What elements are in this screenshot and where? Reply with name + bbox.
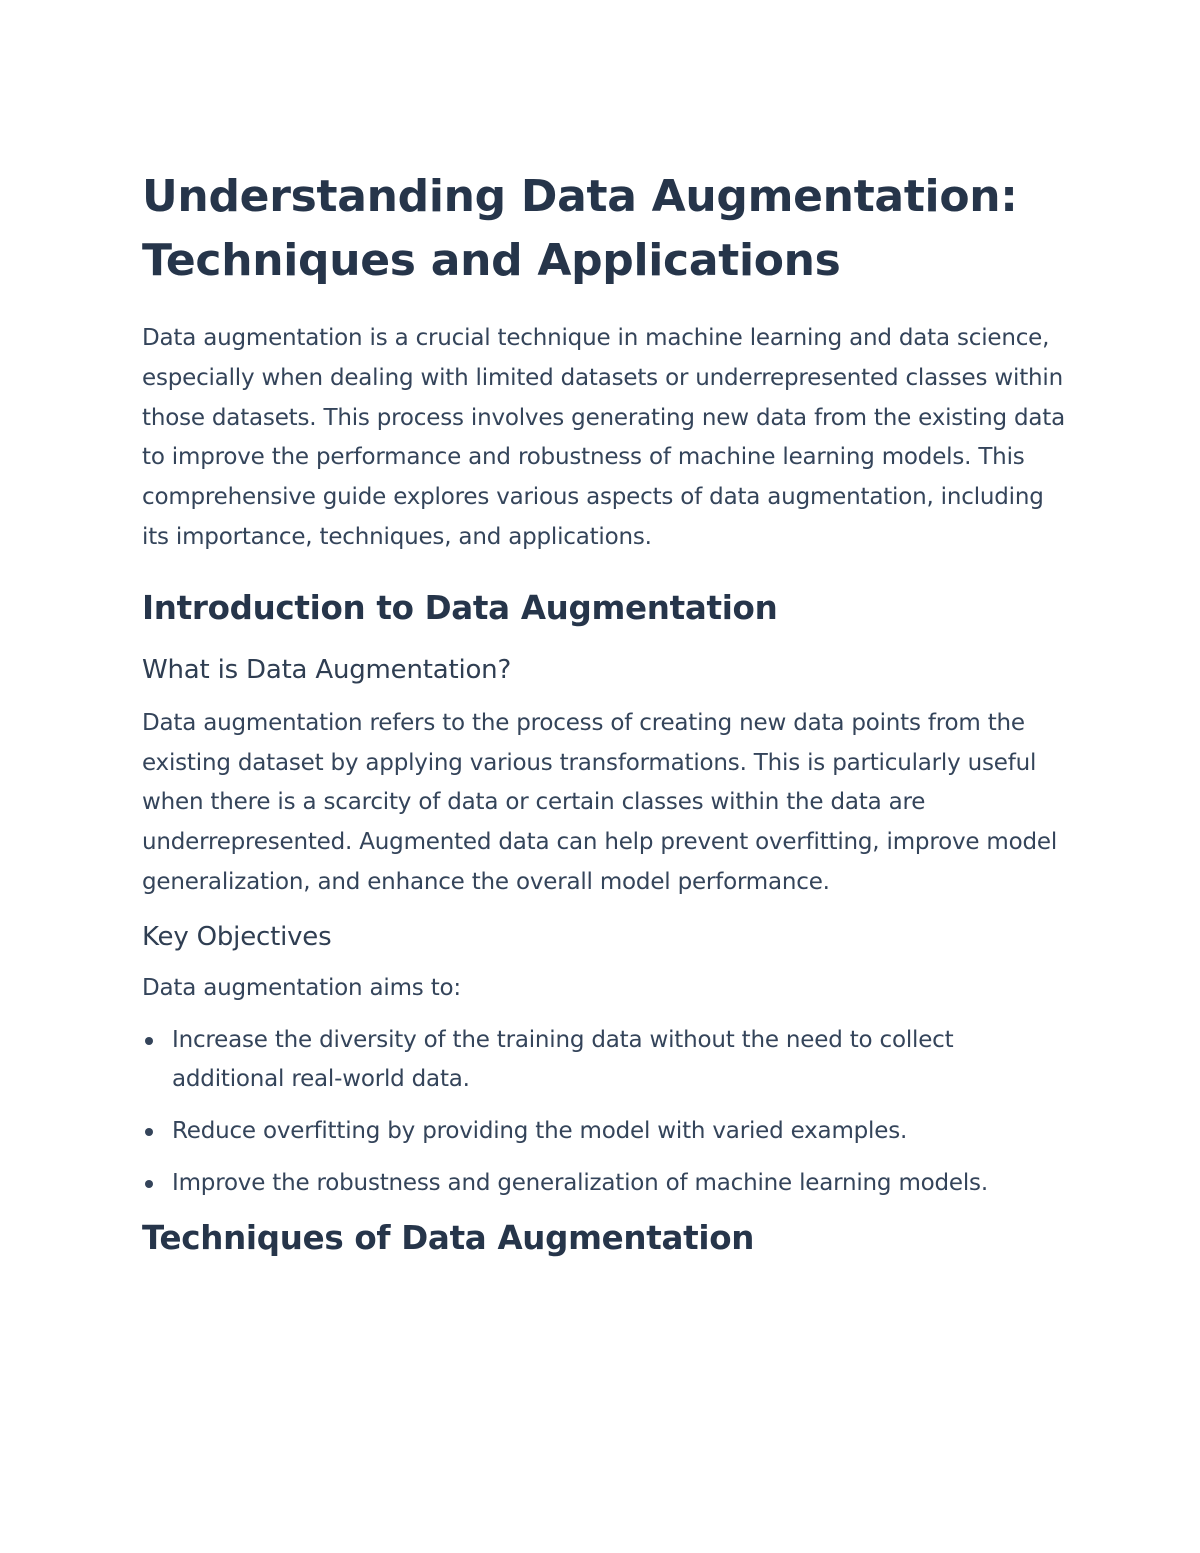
what-is-paragraph: Data augmentation refers to the process of creating new data points from the existing dataset by applying various transformations. This is particularly useful when there is a scarcity of data or certain classes within the data are underrepresented. Augmented data can help prevent overfitting, improve model generalization, and enhance the overall model performance. <box>142 709 1058 895</box>
key-objectives-list <box>142 1021 1072 1204</box>
section-heading-introduction: Introduction to Data Augmentation <box>142 588 778 627</box>
list-item <box>142 1021 1072 1101</box>
list-item-text: Reduce overfitting by providing the model with varied examples. <box>172 1118 908 1145</box>
list-item <box>142 1164 1072 1204</box>
list-item-text: Increase the diversity of the training data without the need to collect additional real-world data. <box>172 1026 954 1093</box>
bullet-dot-icon <box>145 1037 153 1045</box>
intro-paragraph: Data augmentation is a crucial technique in machine learning and data science, especially when dealing with limited datasets or underrepresented classes within those datasets. This process involves generating new data from the existing data to improve the performance and robustness of machine learning models. This comprehensive guide explores various aspects of data augmentation, including its importance, techniques, and applications. <box>142 325 1065 550</box>
list-item <box>142 1112 1072 1152</box>
bullet-dot-icon <box>145 1180 153 1188</box>
list-item-text: Improve the robustness and generalization of machine learning models. <box>172 1169 988 1196</box>
subheading-key-objectives: Key Objectives <box>142 921 332 952</box>
subheading-what-is-data-augmentation: What is Data Augmentation? <box>142 654 512 685</box>
bullet-dot-icon <box>145 1128 153 1136</box>
document-title-line-2: Techniques and Applications <box>142 235 841 286</box>
key-objectives-lead: Data augmentation aims to: <box>142 974 461 1001</box>
document-title <box>142 165 1072 293</box>
document-title-line-1: Understanding Data Augmentation: <box>142 171 1018 222</box>
section-heading-techniques: Techniques of Data Augmentation <box>142 1218 755 1257</box>
document-page <box>142 165 1072 1260</box>
